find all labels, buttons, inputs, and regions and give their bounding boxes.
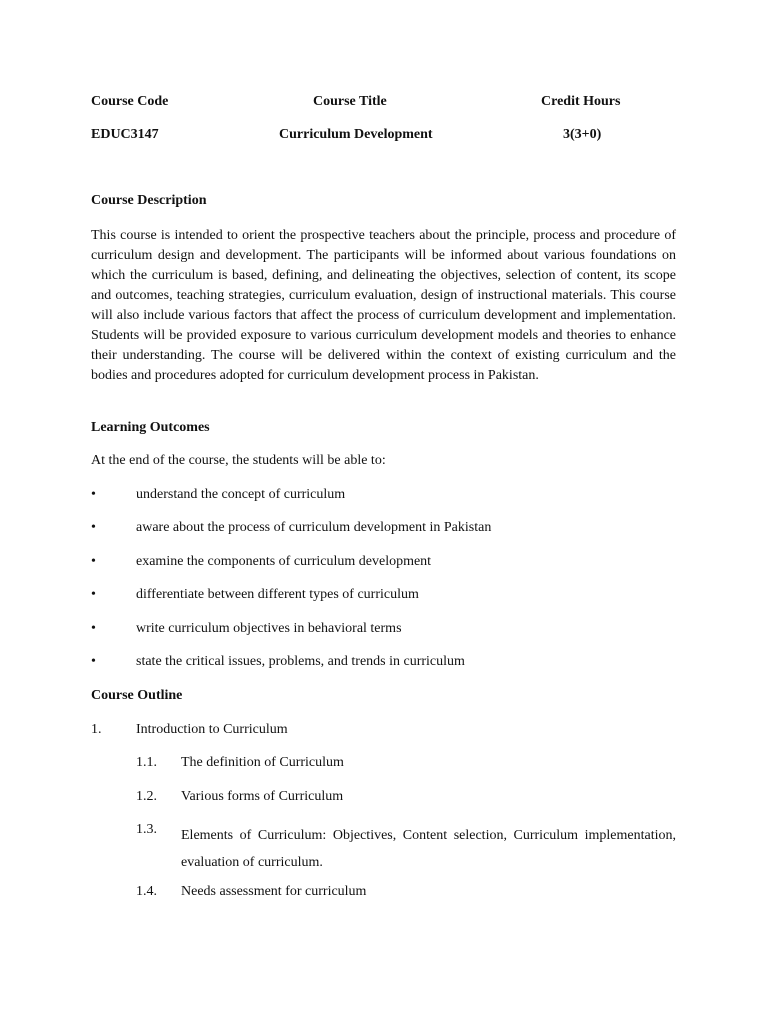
course-code-value: EDUC3147 [91, 127, 159, 142]
section-number: 1. [91, 722, 102, 737]
subsection-title: Elements of Curriculum: Objectives, Content selection, Curriculum implementation, evaluation of curriculum. [181, 828, 676, 870]
bullet-icon: • [91, 520, 96, 535]
outcome-text: state the critical issues, problems, and trends in curriculum [136, 654, 465, 669]
credit-hours-label: Credit Hours [541, 94, 621, 109]
course-outline-heading: Course Outline [91, 688, 183, 703]
section-title: Introduction to Curriculum [136, 722, 288, 737]
learning-outcomes-intro: At the end of the course, the students will be able to: [91, 453, 386, 468]
bullet-icon: • [91, 554, 96, 569]
subsection-title: The definition of Curriculum [181, 755, 344, 770]
outcome-text: examine the components of curriculum development [136, 554, 432, 569]
outcome-text: write curriculum objectives in behavioral terms [136, 621, 402, 636]
course-title-label: Course Title [313, 94, 387, 109]
bullet-icon: • [91, 621, 96, 636]
outcome-text: aware about the process of curriculum development in Pakistan [136, 520, 492, 535]
outcome-text: understand the concept of curriculum [136, 487, 346, 502]
subsection-title: Various forms of Curriculum [181, 789, 344, 804]
bullet-icon: • [91, 587, 96, 602]
course-code-label: Course Code [91, 94, 169, 109]
subsection-number: 1.1. [136, 755, 157, 770]
learning-outcomes-heading: Learning Outcomes [91, 420, 210, 435]
subsection-title: Needs assessment for curriculum [181, 884, 367, 899]
subsection-number: 1.2. [136, 789, 157, 804]
bullet-icon: • [91, 487, 96, 502]
outcome-text: differentiate between different types of curriculum [136, 587, 419, 602]
course-description-text: This course is intended to orient the prospective teachers about the principle, process and procedure of curriculum design and development. The participants will be informed about various foundations on which the curriculum is based, defining, and delineating the objectives, selection of content, its scope and outcomes, teaching strategies, curriculum evaluation, design of instructional materials. This course will also include various factors that affect the process of curriculum development and implementation. Students will be provided exposure to various curriculum development models and theories to enhance their understanding. The course will be delivered within the context of existing curriculum and the bodies and procedures adopted for curriculum development process in Pakistan. [91, 228, 676, 383]
subsection-number: 1.3. [136, 822, 157, 837]
course-title-value: Curriculum Development [279, 127, 433, 142]
course-description-heading: Course Description [91, 193, 207, 208]
credit-hours-value: 3(3+0) [563, 127, 602, 142]
subsection-number: 1.4. [136, 884, 157, 899]
bullet-icon: • [91, 654, 96, 669]
